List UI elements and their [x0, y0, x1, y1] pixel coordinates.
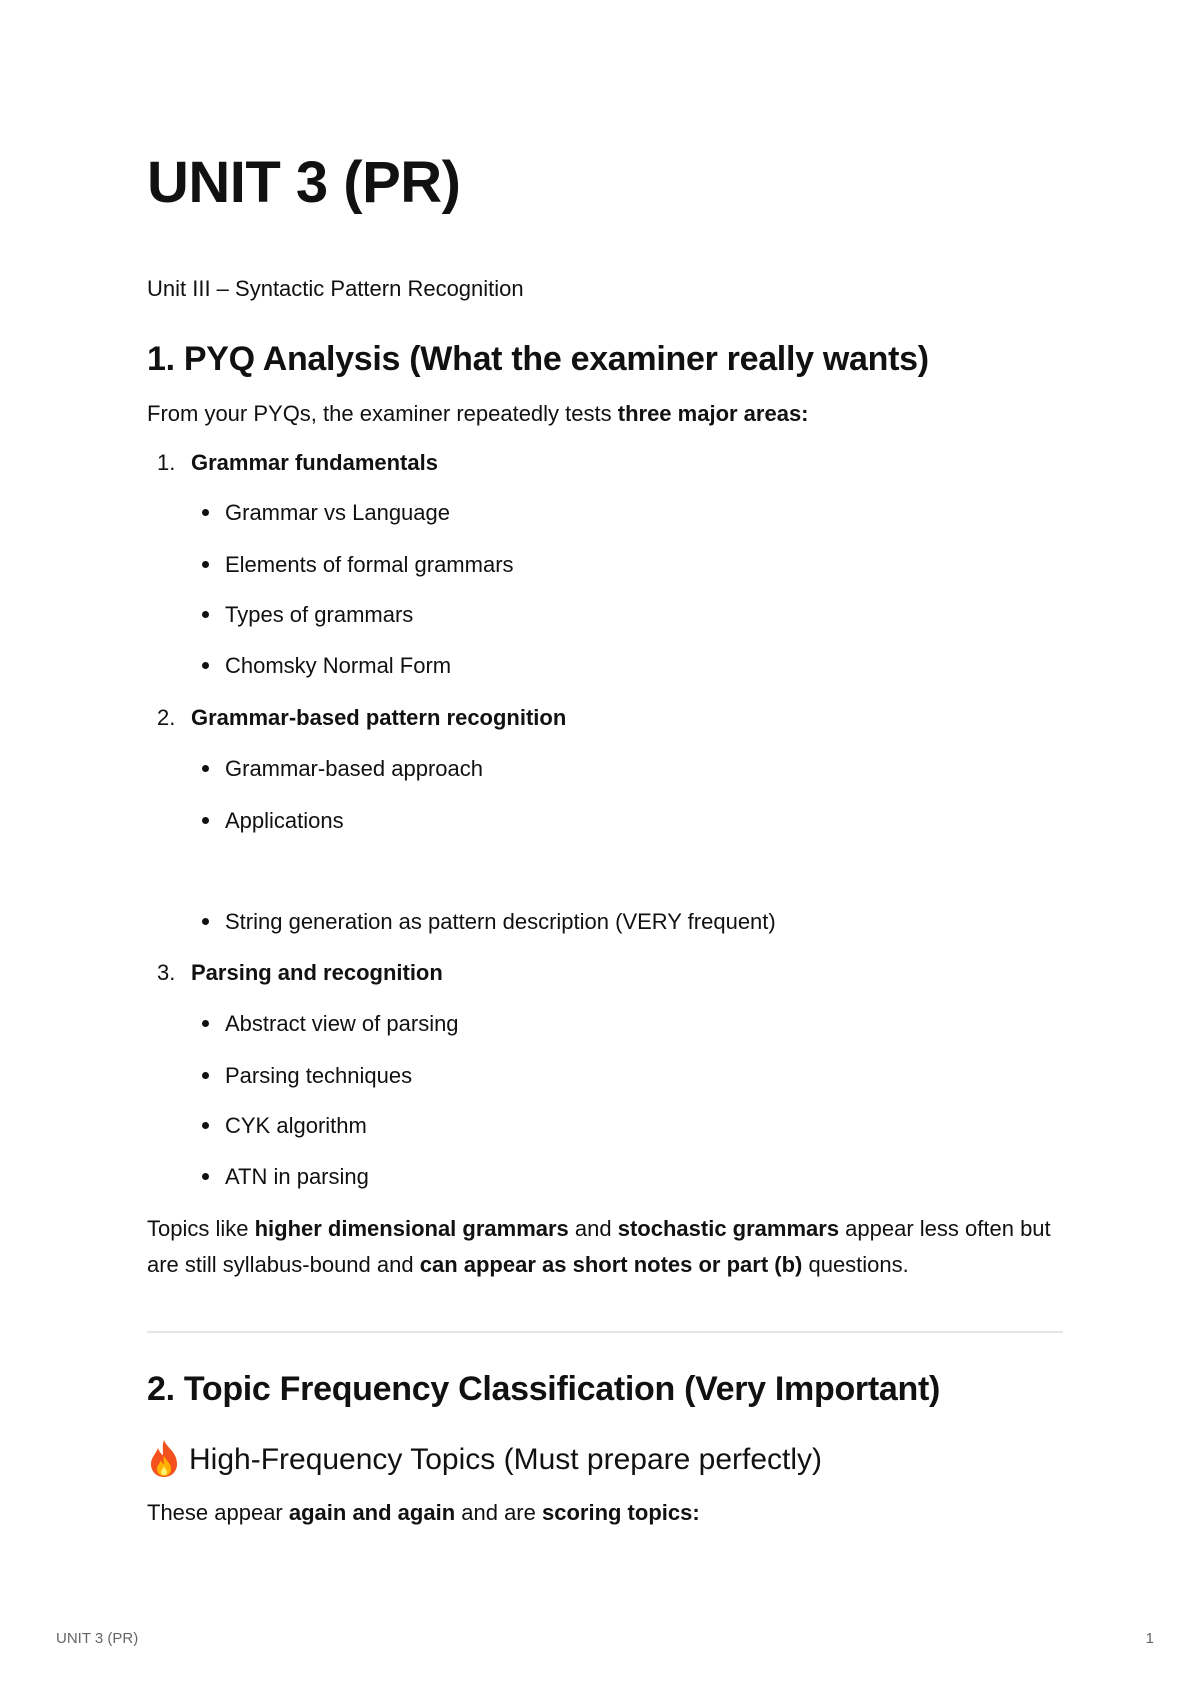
list-item-text: ATN in parsing: [225, 1164, 369, 1189]
list-item-text: Types of grammars: [225, 602, 414, 627]
section2-intro: [147, 1495, 1063, 1531]
item-title: Grammar-based pattern recognition: [191, 705, 567, 730]
list-item: [202, 1160, 369, 1194]
intro-text: and are: [455, 1500, 542, 1525]
note-text: and: [568, 1216, 618, 1241]
item-title: Parsing and recognition: [191, 960, 443, 985]
bullet-icon: [202, 918, 209, 925]
list-item-text: Grammar-based approach: [225, 756, 484, 781]
list-item: [202, 1059, 412, 1093]
section-heading-topic-frequency: 2. Topic Frequency Classification (Very Important): [147, 1370, 940, 1408]
list-item: [202, 905, 776, 939]
section-note: [147, 1211, 1063, 1283]
item-number: 2.: [157, 705, 176, 730]
item-number: 3.: [157, 960, 176, 985]
intro-bold: three major areas:: [617, 401, 809, 426]
list-item-text: String generation as pattern description (VERY frequent): [225, 909, 776, 934]
section-heading-pyq-analysis: 1. PYQ Analysis (What the examiner really wants): [147, 340, 929, 378]
footer-title: UNIT 3 (PR): [56, 1630, 139, 1647]
list-item: [202, 1007, 459, 1041]
numbered-item-parsing-and-recognition: [157, 956, 443, 990]
list-item: [202, 752, 483, 786]
page-title: UNIT 3 (PR): [147, 150, 461, 215]
list-item: [202, 496, 450, 530]
list-item: [202, 1109, 367, 1143]
intro-bold: scoring topics:: [541, 1500, 700, 1525]
bullet-icon: [202, 561, 209, 568]
list-item-text: Chomsky Normal Form: [225, 653, 452, 678]
bullet-icon: [202, 1173, 209, 1180]
bullet-icon: [202, 1072, 209, 1079]
list-item-text: Grammar vs Language: [225, 500, 450, 525]
subheading-text: High-Frequency Topics (Must prepare perfectly): [189, 1443, 823, 1476]
note-bold: higher dimensional grammars: [254, 1216, 569, 1241]
section-intro: [147, 396, 1063, 432]
item-title: Grammar fundamentals: [191, 450, 438, 475]
bullet-icon: [202, 611, 209, 618]
intro-text: These appear: [147, 1500, 289, 1525]
page-number: 1: [1145, 1630, 1154, 1647]
bullet-icon: [202, 1122, 209, 1129]
list-item-text: Elements of formal grammars: [225, 552, 514, 577]
document-body: [147, 138, 1063, 1525]
numbered-item-grammar-based-pattern-recognition: [157, 701, 566, 735]
numbered-item-grammar-fundamentals: [157, 446, 438, 480]
note-text: appear less often but are still syllabus-bound and: [147, 1216, 1051, 1277]
list-item-text: Parsing techniques: [225, 1063, 413, 1088]
bullet-icon: [202, 509, 209, 516]
note-text: Topics like: [147, 1216, 255, 1241]
intro-text: From your PYQs, the examiner repeatedly tests: [147, 401, 618, 426]
list-item: [202, 804, 344, 838]
page-subtitle: Unit III – Syntactic Pattern Recognition: [147, 276, 524, 301]
bullet-icon: [202, 662, 209, 669]
list-item: [202, 649, 451, 683]
bullet-icon: [202, 817, 209, 824]
intro-bold: again and again: [288, 1500, 456, 1525]
bullet-icon: [202, 765, 209, 772]
list-item-text: Applications: [225, 808, 344, 833]
fire-icon: [147, 1438, 181, 1478]
list-item-text: Abstract view of parsing: [225, 1011, 459, 1036]
list-item: [202, 598, 413, 632]
subheading-high-frequency: [147, 1438, 822, 1482]
section-divider: [147, 1331, 1063, 1333]
list-item-text: CYK algorithm: [225, 1113, 367, 1138]
note-bold: can appear as short notes or part (b): [419, 1252, 803, 1277]
note-bold: stochastic grammars: [617, 1216, 840, 1241]
note-text: questions.: [802, 1252, 909, 1277]
list-item: [202, 548, 514, 582]
item-number: 1.: [157, 450, 176, 475]
bullet-icon: [202, 1020, 209, 1027]
